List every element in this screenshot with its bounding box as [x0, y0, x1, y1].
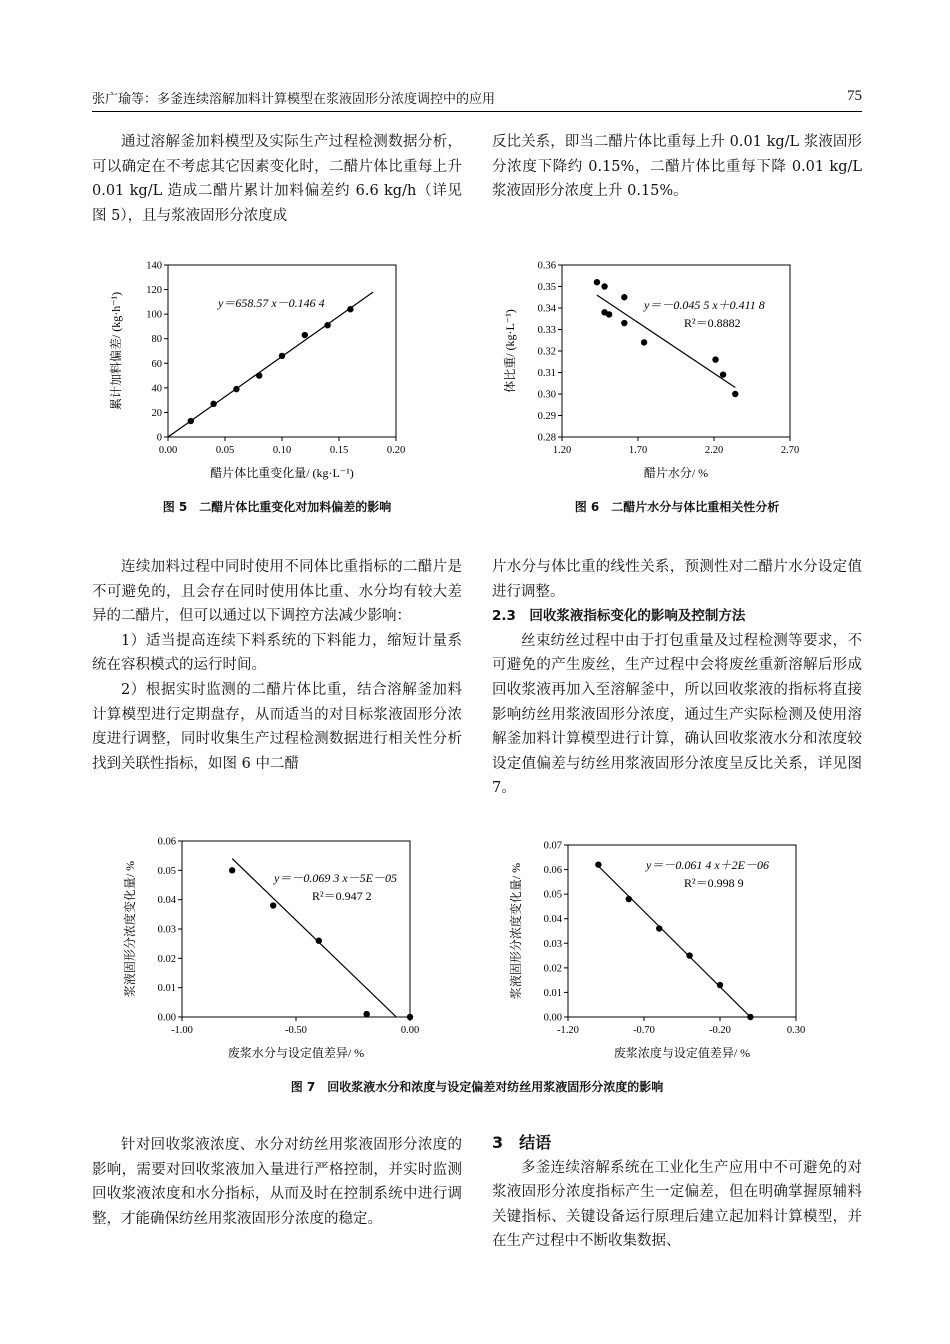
x-tick-label: 0.05	[215, 445, 235, 456]
data-point	[279, 353, 285, 359]
data-point	[641, 339, 647, 345]
y-axis-label: 累计加料偏差/ (kg·h⁻¹)	[109, 291, 123, 411]
trend-equation: y＝658.57 x－0.146 4	[218, 296, 325, 310]
y-tick-label: 0.06	[157, 836, 176, 848]
x-tick-label: 1.20	[552, 445, 572, 456]
y-tick-label: 80	[151, 334, 162, 346]
y-tick-label: 0.32	[537, 346, 556, 358]
plot-frame	[562, 265, 790, 437]
x-tick-label: -0.70	[633, 1025, 655, 1036]
data-point	[747, 1014, 753, 1020]
y-tick-label: 0.04	[157, 895, 176, 907]
mid-left-column	[92, 555, 462, 776]
data-point	[210, 401, 216, 407]
y-tick-label: 60	[151, 358, 162, 370]
fig6-caption: 图 6 二醋片水分与体比重相关性分析	[574, 500, 780, 514]
y-tick-label: 0.06	[543, 865, 562, 877]
data-point	[720, 371, 726, 377]
x-tick-label: 2.20	[704, 445, 724, 456]
x-axis-label: 醋片水分/ %	[643, 466, 709, 480]
data-point	[347, 306, 353, 312]
section-2-3-heading: 2.3 回收浆液指标变化的影响及控制方法	[492, 608, 746, 625]
data-point	[732, 391, 738, 397]
bottom-left-column	[92, 1133, 462, 1231]
x-axis-label: 废浆水分与设定值差异/ %	[227, 1046, 365, 1060]
data-point	[626, 896, 632, 902]
y-tick-label: 0.33	[537, 325, 556, 336]
y-tick-label: 0.07	[543, 840, 562, 852]
trend-equation: y＝－0.069 3 x－5E－05	[274, 871, 397, 885]
top-left-column	[92, 130, 462, 228]
mid-left-paragraph-2: 1）适当提高连续下料系统的下料能力，缩短计量系统在容积模式的运行时间。	[92, 632, 462, 674]
bottom-right-column	[492, 1131, 862, 1254]
mid-left-paragraph-3: 2）根据实时监测的二醋片体比重，结合溶解釜加料计算模型进行定期盘存，从而适当的对目标浆液固形分浓度进行调整，同时收集生产过程检测数据进行相关性分析找到关联性指标，如图 6 中二醋	[92, 681, 462, 772]
y-tick-label: 0.36	[537, 260, 556, 272]
fig7-caption: 图 7 回收浆液水分和浓度与设定偏差对纺丝用浆液固形分浓度的影响	[290, 1080, 664, 1094]
y-tick-label: 0.01	[543, 987, 562, 999]
x-axis-label: 废浆浓度与设定值差异/ %	[613, 1046, 751, 1060]
r-squared: R²＝0.998 9	[684, 876, 744, 890]
y-tick-label: 40	[151, 383, 162, 395]
x-tick-label: 0.15	[329, 445, 349, 456]
data-point	[270, 902, 276, 908]
data-point	[717, 982, 723, 988]
y-tick-label: 0.00	[157, 1012, 176, 1024]
y-tick-label: 0.28	[537, 432, 556, 444]
data-point	[601, 283, 607, 289]
y-tick-label: 0.02	[157, 953, 176, 965]
top-right-column	[492, 130, 862, 204]
fig7a-chart	[100, 833, 430, 1068]
fig5-chart	[100, 255, 430, 490]
y-axis-label: 浆液固形分浓度变化量/ %	[123, 860, 137, 998]
data-point	[407, 1014, 413, 1020]
x-tick-label: -0.20	[709, 1025, 731, 1036]
data-point	[686, 952, 692, 958]
y-tick-label: 0.01	[157, 983, 176, 995]
mid-left-paragraph-1: 连续加料过程中同时使用不同体比重指标的二醋片是不可避免的，且会存在同时使用体比重、水分均有较大差异的二醋片，但可以通过以下调控方法减少影响：	[92, 559, 462, 625]
data-point	[363, 1011, 369, 1017]
x-axis-label: 醋片体比重变化量/ (kg·L⁻¹)	[210, 466, 354, 480]
r-squared: R²＝0.8882	[684, 316, 741, 330]
x-tick-label: -1.00	[171, 1025, 193, 1036]
mid-right-intro: 片水分与体比重的线性关系，预测性对二醋片水分设定值进行调整。	[492, 559, 862, 600]
data-point	[229, 867, 235, 873]
y-tick-label: 0	[156, 432, 162, 444]
y-axis-label: 浆液固形分浓度变化量/ %	[509, 862, 523, 1000]
bottom-right-paragraph: 多釜连续溶解系统在工业化生产应用中不可避免的对浆液固形分浓度指标产生一定偏差，但在明确掌握原辅料关键指标、关键设备运行原理后建立起加料计算模型，并在生产过程中不断收集数据、	[492, 1159, 862, 1250]
data-point	[233, 386, 239, 392]
fig6-chart	[492, 255, 822, 490]
y-tick-label: 100	[146, 309, 162, 321]
data-point	[316, 938, 322, 944]
data-point	[324, 322, 330, 328]
y-tick-label: 0.05	[543, 889, 562, 901]
fig7b-chart	[492, 833, 822, 1068]
y-tick-label: 0.03	[157, 924, 176, 936]
y-tick-label: 0.04	[543, 914, 562, 926]
data-point	[188, 418, 194, 424]
y-tick-label: 140	[146, 260, 162, 272]
plot-frame	[168, 265, 396, 437]
y-tick-label: 120	[146, 285, 162, 297]
trend-equation: y＝－0.061 4 x＋2E－06	[646, 858, 769, 872]
x-tick-label: 0.10	[272, 445, 292, 456]
section-3-heading: 3 结语	[492, 1133, 552, 1152]
y-tick-label: 0.02	[543, 963, 562, 975]
top-left-paragraph: 通过溶解釜加料模型及实际生产过程检测数据分析，可以确定在不考虑其它因素变化时，二醋片体比重每上升 0.01 kg/L 造成二醋片累计加料偏差约 6.6 kg/h（详见图 5），且与浆液固形分浓度成	[92, 134, 462, 224]
bottom-left-paragraph: 针对回收浆液浓度、水分对纺丝用浆液固形分浓度的影响，需要对回收浆液加入量进行严格控制，并实时监测回收浆液浓度和水分指标，从而及时在控制系统中进行调整，才能确保纺丝用浆液固形分浓度的稳定。	[92, 1137, 462, 1227]
y-tick-label: 0.35	[537, 282, 556, 293]
page-number: 75	[847, 88, 862, 104]
trendline	[168, 292, 373, 437]
y-tick-label: 0.03	[543, 938, 562, 950]
data-point	[256, 372, 262, 378]
top-right-paragraph: 反比关系，即当二醋片体比重每上升 0.01 kg/L 浆液固形分浓度下降约 0.15%，二醋片体比重每下降 0.01 kg/L 浆液固形分浓度上升 0.15%。	[492, 134, 862, 200]
y-axis-label: 体比重/ (kg·L⁻¹)	[503, 309, 517, 393]
x-tick-label: 2.70	[780, 445, 800, 456]
y-tick-label: 0.05	[157, 865, 176, 877]
data-point	[595, 861, 601, 867]
x-tick-label: 1.70	[628, 445, 648, 456]
mid-right-column	[492, 555, 862, 801]
trend-equation: y＝－0.045 5 x＋0.411 8	[644, 298, 765, 312]
y-tick-label: 0.00	[543, 1012, 562, 1024]
x-tick-label: 0.00	[400, 1025, 420, 1036]
data-point	[621, 320, 627, 326]
data-point	[712, 356, 718, 362]
data-point	[594, 279, 600, 285]
x-tick-label: 0.30	[786, 1025, 806, 1036]
data-point	[621, 294, 627, 300]
x-tick-label: 0.00	[158, 445, 178, 456]
mid-right-body: 丝束纺丝过程中由于打包重量及过程检测等要求，不可避免的产生废丝，生产过程中会将废丝重新溶解后形成回收浆液再加入至溶解釜中，所以回收浆液的指标将直接影响纺丝用浆液固形分浓度，通过生产实际检测及使用溶解釜加料计算模型进行计算，确认回收浆液水分和浓度较设定值偏差与纺丝用浆液固形分浓度呈反比关系，详见图 7。	[492, 632, 862, 797]
y-tick-label: 0.29	[537, 411, 556, 422]
fig5-caption: 图 5 二醋片体比重变化对加料偏差的影响	[162, 500, 392, 514]
y-tick-label: 0.34	[537, 303, 556, 315]
running-title: 张广瑜等：多釜连续溶解加料计算模型在浆液固形分浓度调控中的应用	[92, 92, 496, 107]
x-tick-label: -1.20	[557, 1025, 579, 1036]
data-point	[656, 925, 662, 931]
x-tick-label: -0.50	[285, 1025, 307, 1036]
data-point	[302, 332, 308, 338]
r-squared: R²＝0.947 2	[312, 889, 372, 903]
y-tick-label: 0.30	[537, 389, 556, 401]
y-tick-label: 20	[151, 407, 162, 419]
plot-frame	[182, 841, 410, 1017]
running-header	[92, 88, 862, 112]
x-tick-label: 0.20	[386, 445, 406, 456]
y-tick-label: 0.31	[537, 368, 556, 379]
data-point	[606, 311, 612, 317]
